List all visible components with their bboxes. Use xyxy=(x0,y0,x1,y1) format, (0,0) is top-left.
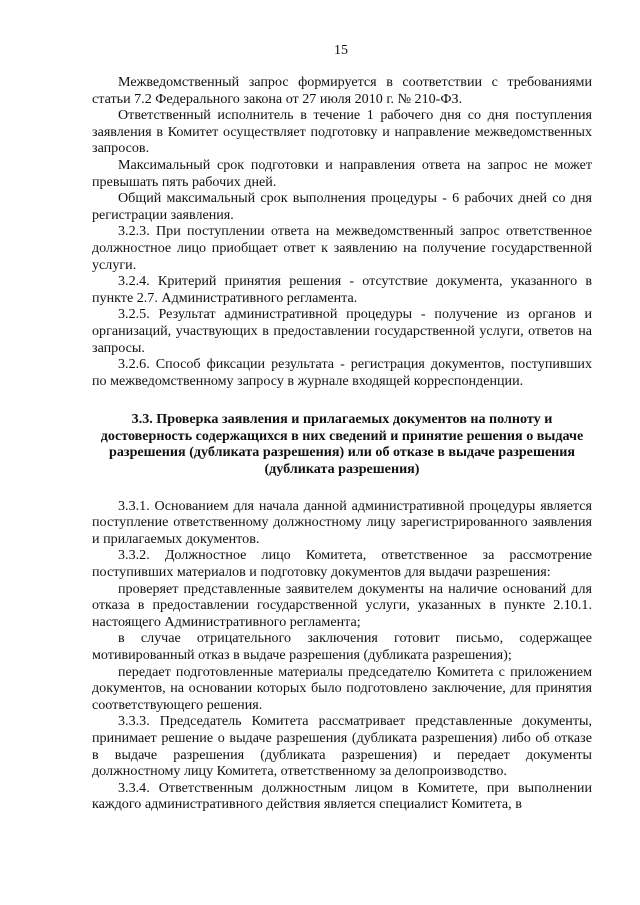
paragraph: Ответственный исполнитель в течение 1 рабочего дня со дня поступления заявления в Комитет осуществляет подготовку и направление межведомственных запросов. xyxy=(92,107,592,157)
page-number: 15 xyxy=(334,43,348,58)
paragraph: 3.2.6. Способ фиксации результата - регистрация документов, поступивших по межведомственному запросу в журнале входящей корреспонденции. xyxy=(92,356,592,389)
paragraph: Общий максимальный срок выполнения процедуры - 6 рабочих дней со дня регистрации заявления. xyxy=(92,190,592,223)
paragraph: 3.2.3. При поступлении ответа на межведомственный запрос ответственное должностное лицо приобщает ответ к заявлению на получение государственной услуги. xyxy=(92,223,592,273)
paragraph: 3.3.2. Должностное лицо Комитета, ответственное за рассмотрение поступивших материалов и подготовку документов для выдачи разрешения: xyxy=(92,547,592,581)
paragraph: 3.2.4. Критерий принятия решения - отсутствие документа, указанного в пункте 2.7. Административного регламента. xyxy=(92,273,592,306)
paragraph: 3.2.5. Результат административной процедуры - получение из органов и организаций, участвующих в предоставлении государственной услуги, ответов на запросы. xyxy=(92,306,592,356)
paragraph: 3.3.3. Председатель Комитета рассматривает представленные документы, принимает решение о выдаче разрешения (дубликата разрешения) либо об отказе в выдаче разрешения (дубликата разрешения) и передает документы должностному лицу Комитета, ответственному за делопроизводство. xyxy=(92,713,592,780)
spacer xyxy=(92,389,592,411)
spacer xyxy=(92,478,592,498)
paragraph: в случае отрицательного заключения готовит письмо, содержащее мотивированный отказ в выдаче разрешения (дубликата разрешения); xyxy=(92,630,592,663)
paragraph: Максимальный срок подготовки и направления ответа на запрос не может превышать пять рабочих дней. xyxy=(92,156,592,190)
paragraph: Межведомственный запрос формируется в соответствии с требованиями статьи 7.2 Федерального закона от 27 июля 2010 г. № 210-ФЗ. xyxy=(92,74,592,107)
section-heading: 3.3. Проверка заявления и прилагаемых документов на полноту и достоверность содержащихся в них сведений и принятие решения о выдаче разрешения (дубликата разрешения) или об отказе в выдаче разрешения (дубликата разрешения) xyxy=(100,411,584,478)
paragraph: 3.3.4. Ответственным должностным лицом в Комитете, при выполнении каждого административного действия является специалист Комитета, в xyxy=(92,779,592,813)
paragraph: 3.3.1. Основанием для начала данной административной процедуры является поступление ответственному должностному лицу зарегистрированного заявления и прилагаемых документов. xyxy=(92,497,592,547)
paragraph: проверяет представленные заявителем документы на наличие оснований для отказа в предоставлении государственной услуги, указанных в пункте 2.10.1. настоящего Административного регламента; xyxy=(92,580,592,630)
paragraph: передает подготовленные материалы председателю Комитета с приложением документов, на основании которых было подготовлено заключение, для принятия соответствующего решения. xyxy=(92,663,592,713)
